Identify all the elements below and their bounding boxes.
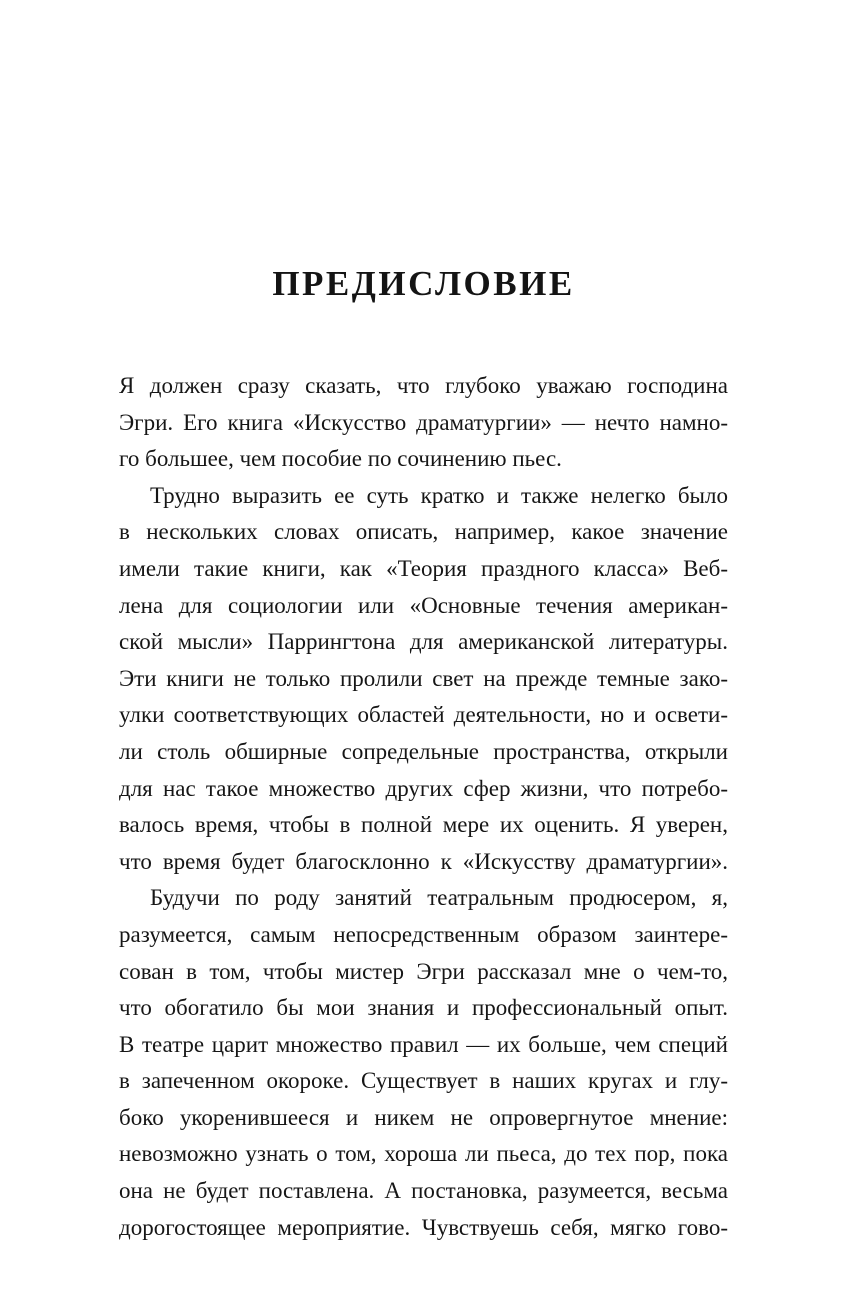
text-line: ской мысли» Паррингтона для американской литературы.: [119, 629, 728, 655]
text-line: что обогатило бы мои знания и профессиональный опыт.: [119, 995, 728, 1021]
text-line: сован в том, чтобы мистер Эгри рассказал мне о чем-то,: [119, 958, 728, 984]
text-line: дорогостоящее мероприятие. Чувствуешь себя, мягко гово-: [119, 1214, 728, 1240]
text-line: Будучи по роду занятий театральным продюсером, я,: [150, 885, 728, 911]
text-line: невозможно узнать о том, хороша ли пьеса, до тех пор, пока: [119, 1141, 728, 1167]
chapter-heading: ПРЕДИСЛОВИЕ: [272, 264, 575, 303]
text-line: В театре царит множество правил — их больше, чем специй: [119, 1031, 728, 1057]
text-line: разумеется, самым непосредственным образом заинтере-: [119, 921, 728, 947]
text-line: Трудно выразить ее суть кратко и также нелегко было: [150, 482, 728, 508]
text-line: лена для социологии или «Основные течения американ-: [119, 592, 728, 618]
text-line: ли столь обширные сопредельные пространства, открыли: [119, 738, 728, 764]
text-line: что время будет благосклонно к «Искусству драматургии».: [119, 848, 728, 874]
text-line: имели такие книги, как «Теория праздного класса» Веб-: [119, 555, 728, 581]
text-line: она не будет поставлена. А постановка, разумеется, весьма: [119, 1178, 728, 1204]
text-line: для нас такое множество других сфер жизни, что потребо-: [119, 775, 728, 801]
text-line: Эгри. Его книга «Искусство драматургии» — нечто намно-: [119, 409, 728, 435]
text-line: Эти книги не только пролили свет на прежде темные зако-: [119, 665, 728, 691]
text-line: в нескольких словах описать, например, какое значение: [119, 519, 728, 545]
text-line: го большее, чем пособие по сочинению пьес.: [119, 446, 562, 472]
text-line: Я должен сразу сказать, что глубоко уважаю господина: [119, 373, 728, 398]
text-line: в запеченном окороке. Существует в наших кругах и глу-: [119, 1068, 728, 1094]
text-line: улки соответствующих областей деятельности, но и освети-: [119, 702, 728, 728]
text-line: боко укоренившееся и никем не опровергнутое мнение:: [119, 1104, 728, 1130]
body-text: [119, 368, 728, 1246]
text-line: валось время, чтобы в полной мере их оценить. Я уверен,: [119, 812, 728, 838]
